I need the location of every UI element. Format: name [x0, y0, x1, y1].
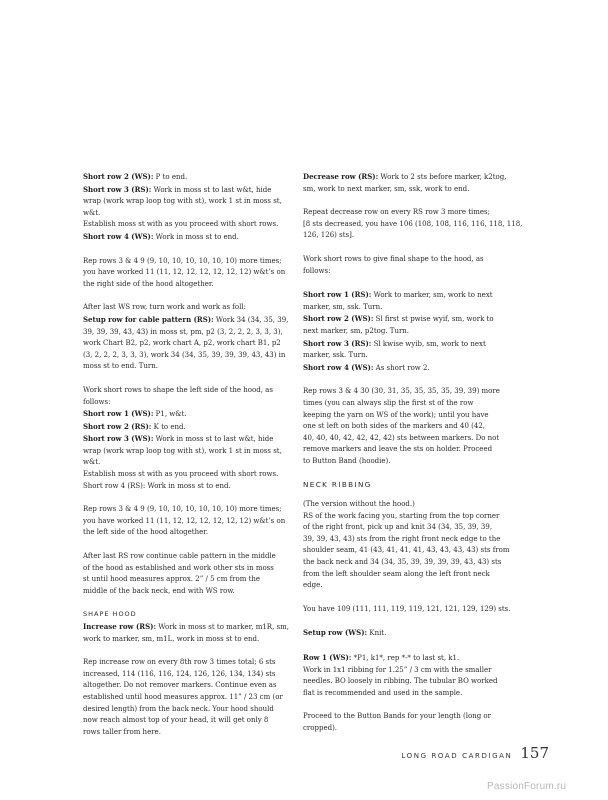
text-line — [83, 574, 286, 586]
page-footer — [401, 744, 549, 762]
text-line — [83, 727, 286, 739]
text-line — [303, 171, 508, 184]
text-segment: one st left on both sides of the markers and 40 (42, — [303, 422, 485, 431]
paragraph — [303, 711, 508, 734]
text-segment: P to end. — [153, 173, 188, 181]
text-line — [83, 516, 286, 528]
text-line — [303, 230, 508, 242]
text-segment: After last RS row continue cable pattern in the middle — [83, 552, 276, 561]
text-line — [303, 444, 508, 456]
text-line — [83, 256, 286, 268]
text-line — [83, 302, 286, 314]
text-line — [83, 397, 286, 409]
text-line — [303, 511, 508, 523]
text-segment: Sl kwise wyib, sm, work to next — [371, 339, 486, 348]
text-segment: After last WS row, turn work and work as foll: — [83, 303, 246, 312]
text-line — [303, 545, 508, 557]
bold-label: Increase row (RS): — [83, 622, 157, 631]
text-line — [83, 621, 289, 634]
paragraph — [303, 254, 508, 277]
text-segment: Work 34 (34, 35, 39, — [213, 315, 289, 324]
text-line — [303, 665, 508, 677]
text-segment: Work to marker, sm, work to next — [371, 291, 493, 300]
text-line — [303, 456, 508, 468]
text-line — [303, 398, 508, 410]
paragraph — [303, 386, 508, 467]
bold-label: Short row 1 (RS): — [303, 290, 372, 300]
text-line — [83, 692, 286, 704]
text-line — [303, 534, 508, 546]
text-segment: remove markers and leave the sts on holder. Proceed — [303, 445, 493, 454]
text-segment: 126, 126) sts]. — [303, 231, 355, 240]
text-segment: work to marker, sm, m1L, work in moss st to end. — [83, 634, 260, 643]
text-segment: 39, 39, 43, 43) sts from the right front neck edge to the — [303, 534, 501, 543]
text-segment: follows: — [83, 397, 111, 406]
bold-label: Short row 2 (WS): — [83, 172, 154, 181]
text-line — [303, 207, 508, 219]
text-segment: (The version without the hood.) — [303, 500, 415, 509]
running-title: LONG ROAD CARDIGAN — [401, 752, 513, 760]
text-segment: to Button Band (hoodie). — [303, 456, 391, 465]
text-line — [303, 410, 508, 422]
text-line — [83, 457, 286, 469]
text-segment: Proceed to the Button Bands for your length (long or — [303, 712, 491, 721]
text-segment: you have worked 11 (11, 12, 12, 12, 12, 12, 12) w&t’s on — [83, 268, 286, 277]
text-line — [83, 408, 286, 421]
text-segment: wrap (work wrap loop tog with st), work 1 st in moss st, — [83, 446, 282, 455]
text-line — [303, 219, 523, 231]
text-line — [83, 563, 286, 575]
paragraph — [83, 504, 286, 539]
text-line — [83, 446, 286, 458]
text-segment: st until hood measures approx. 2” / 5 cm from the — [83, 575, 261, 584]
text-line — [303, 499, 508, 511]
text-segment: Work in moss st to last w&t, hide — [151, 185, 272, 194]
text-segment: K to end. — [151, 422, 186, 431]
text-line — [303, 676, 508, 688]
paragraph — [83, 302, 289, 373]
text-segment: marker, sm, ssk. Turn. — [303, 302, 383, 311]
text-segment: (3, 2, 2, 2, 3, 3, 3), work 34 (34, 35, 39, 39, 39, 43, 43) in — [83, 350, 286, 359]
text-segment: P1, w&t. — [153, 410, 187, 419]
text-segment: RS of the work facing you, starting from the top corner — [303, 511, 500, 520]
text-segment: Rep rows 3 & 4 9 (9, 10, 10, 10, 10, 10, 10) more times; — [83, 256, 282, 265]
text-segment: marker, ssk. Turn. — [303, 351, 368, 360]
text-segment: Work to 2 sts before marker, k2tog, — [378, 173, 507, 181]
text-segment: moss st to end. Turn. — [83, 362, 158, 371]
bold-label: Short row 4 (WS): — [303, 362, 374, 372]
text-segment: sm, work to next marker, sm, ssk, work to end. — [303, 184, 470, 193]
bold-label: Setup row (WS): — [303, 628, 368, 638]
bold-label: Short row 3 (WS): — [83, 434, 154, 444]
text-line — [83, 327, 286, 339]
left-column — [83, 171, 289, 750]
text-segment: times (you can always slip the first st of the row — [303, 398, 474, 407]
text-segment: altogether. Do not remover markers. Continue even as — [83, 681, 277, 690]
text-segment: the left side of the hood altogether. — [83, 528, 209, 537]
bold-label: Short row 2 (WS): — [303, 314, 374, 324]
text-segment: the back neck and 34 (34, 35, 39, 39, 39, 39, 43, 43) sts — [303, 558, 502, 567]
text-line — [303, 557, 508, 569]
text-line — [83, 680, 286, 692]
text-line — [83, 634, 286, 646]
text-segment: flat is recommended and used in the sample. — [303, 688, 463, 697]
watermark: PassionForum.ru — [487, 781, 567, 792]
paragraph — [303, 171, 508, 195]
text-segment: established until hood measures approx. 11” / 23 cm (or — [83, 692, 283, 701]
text-segment: cropped). — [303, 723, 338, 732]
text-line — [83, 433, 286, 446]
text-segment: keeping the yarn on WS of the work); until you have — [303, 410, 489, 419]
text-line — [83, 669, 286, 681]
text-segment: middle of the back neck, end with WS row. — [83, 586, 235, 595]
text-line — [83, 551, 286, 563]
text-line — [303, 289, 508, 302]
text-line — [303, 627, 508, 640]
text-line — [303, 421, 508, 433]
paragraph — [83, 657, 286, 738]
text-segment: w&t. — [83, 458, 101, 467]
page-number: 157 — [520, 744, 549, 762]
text-segment: Sl first st pwise wyif, sm, work to — [373, 315, 494, 324]
section-heading-neck-ribbing: NECK RIBBING — [303, 480, 372, 490]
text-segment: desired length) from the back neck. Your hood should — [83, 704, 274, 713]
text-segment: Work in moss st to last w&t, hide — [153, 435, 274, 444]
paragraph — [83, 621, 289, 645]
paragraph — [303, 604, 511, 616]
text-line — [83, 338, 286, 350]
text-line — [303, 688, 508, 700]
text-segment: from the left shoulder seam along the left front neck — [303, 569, 490, 578]
text-segment: Work short rows to shape the left side of the hood, as — [83, 385, 273, 394]
text-line — [83, 469, 286, 481]
text-line — [303, 266, 508, 278]
text-segment: Establish moss st with as you proceed with short rows. — [83, 220, 279, 229]
bold-label: Short row 1 (WS): — [83, 409, 154, 419]
text-line — [83, 184, 286, 197]
bold-label: Short row 4 (WS): — [83, 231, 154, 241]
text-line — [83, 715, 286, 727]
text-line — [83, 657, 286, 669]
bold-label: Short row 3 (RS): — [83, 184, 152, 194]
text-segment: you have worked 11 (11, 12, 12, 12, 12, 12, 12) w&t’s on — [83, 516, 286, 525]
text-line — [83, 421, 286, 434]
text-segment: of the hood as established and work other sts in moss — [83, 563, 274, 572]
text-segment: Establish moss st with as you proceed with short rows. — [83, 470, 279, 479]
text-line — [303, 604, 511, 616]
paragraph — [303, 207, 523, 242]
text-segment: Rep rows 3 & 4 30 (30, 31, 35, 35, 35, 35, 39, 39) more — [303, 387, 500, 396]
text-segment: edge. — [303, 581, 323, 590]
text-line — [303, 652, 508, 665]
text-segment: now reach almost top of your head, it will get only 8 — [83, 716, 269, 725]
paragraph — [303, 627, 508, 640]
text-line — [303, 580, 508, 592]
bold-label: Short row 2 (RS): — [83, 421, 152, 431]
text-segment: follows: — [303, 266, 331, 275]
text-segment: As short row 2. — [373, 363, 430, 372]
text-segment: the right side of the hood altogether. — [83, 279, 214, 288]
paragraph — [83, 256, 286, 291]
text-line — [303, 302, 508, 314]
text-segment: Work short rows to give final shape to the hood, as — [303, 254, 484, 263]
bold-label: Setup row for cable pattern (RS): — [83, 314, 214, 324]
text-segment: Repeat decrease row on every RS row 3 more times; — [303, 208, 491, 217]
right-column — [303, 171, 523, 747]
paragraph — [83, 551, 286, 597]
text-segment: needles. BO loosely in ribbing. The tubular BO worked — [303, 677, 498, 686]
text-line — [303, 386, 508, 398]
text-line — [303, 313, 508, 326]
text-segment: You have 109 (111, 111, 119, 119, 121, 121, 129, 129) sts. — [303, 604, 511, 613]
section-heading-shape-hood: SHAPE HOOD — [83, 610, 137, 619]
paragraph — [83, 385, 286, 492]
text-line — [83, 704, 286, 716]
text-line — [83, 231, 286, 244]
text-line — [83, 171, 286, 184]
text-line — [303, 184, 508, 196]
text-line — [303, 723, 508, 735]
text-segment: Work in moss st to end. — [153, 232, 239, 241]
text-segment: of the right front, pick up and knit 34 (34, 35, 39, 39, — [303, 523, 493, 532]
text-segment: 40, 40, 40, 42, 42, 42, 42) sts between markers. Do not — [303, 433, 500, 442]
text-segment: rows taller from here. — [83, 727, 161, 736]
text-segment: next marker, sm, p2tog. Turn. — [303, 326, 410, 335]
text-line — [83, 361, 286, 373]
text-line — [83, 279, 286, 291]
text-line — [83, 196, 286, 208]
text-segment: shoulder seam, 41 (43, 41, 41, 41, 43, 43, 43, 43) sts from — [303, 546, 510, 555]
text-line — [83, 208, 286, 220]
text-line — [83, 350, 286, 362]
paragraph — [83, 171, 286, 244]
text-line — [303, 569, 508, 581]
bold-label: Row 1 (WS): — [303, 653, 352, 662]
text-line — [303, 522, 508, 534]
text-segment: 39, 39, 39, 43, 43) in moss st, pm, p2 (3, 2, 2, 2, 3, 3, 3), — [83, 327, 283, 336]
text-segment: increased, 114 (116, 116, 124, 126, 126, 134, 134) sts — [83, 669, 276, 678]
text-line — [303, 711, 508, 723]
text-line — [83, 481, 286, 493]
text-line — [83, 527, 286, 539]
paragraph — [303, 499, 508, 592]
text-segment: Short row 4 (RS): Work in moss st to end. — [83, 481, 231, 490]
text-segment: Rep increase row on every 8th row 3 times total; 6 sts — [83, 658, 276, 667]
paragraph — [303, 289, 508, 374]
text-line — [303, 350, 508, 362]
text-line — [83, 504, 286, 516]
text-line — [83, 314, 289, 327]
text-line — [303, 433, 508, 445]
text-segment: work Chart B2, p2, work chart A, p2, work chart B1, p2 — [83, 339, 281, 348]
text-line — [83, 219, 286, 231]
text-segment: Rep rows 3 & 4 9 (9, 10, 10, 10, 10, 10, 10) more times; — [83, 505, 282, 514]
text-line — [83, 385, 286, 397]
text-segment: [8 sts decreased, you have 106 (108, 108, 116, 116, 118, 118, — [303, 219, 523, 228]
paragraph — [303, 652, 508, 699]
text-line — [83, 586, 286, 598]
text-segment: Work in 1x1 ribbing for 1.25” / 3 cm with the smaller — [303, 665, 492, 674]
text-segment: wrap (work wrap loop tog with st), work 1 st in moss st, — [83, 197, 282, 206]
bold-label: Short row 3 (RS): — [303, 338, 372, 348]
text-line — [303, 254, 508, 266]
text-segment: Knit. — [367, 629, 387, 638]
text-line — [303, 362, 508, 375]
text-segment: Work in moss st to marker, m1R, sm, — [156, 623, 289, 631]
bold-label: Decrease row (RS): — [303, 172, 379, 181]
text-line — [83, 267, 286, 279]
text-segment: w&t. — [83, 208, 101, 217]
text-segment: *P1, k1*, rep *-* to last st, k1. — [351, 654, 460, 662]
text-line — [303, 326, 508, 338]
text-line — [303, 338, 508, 351]
